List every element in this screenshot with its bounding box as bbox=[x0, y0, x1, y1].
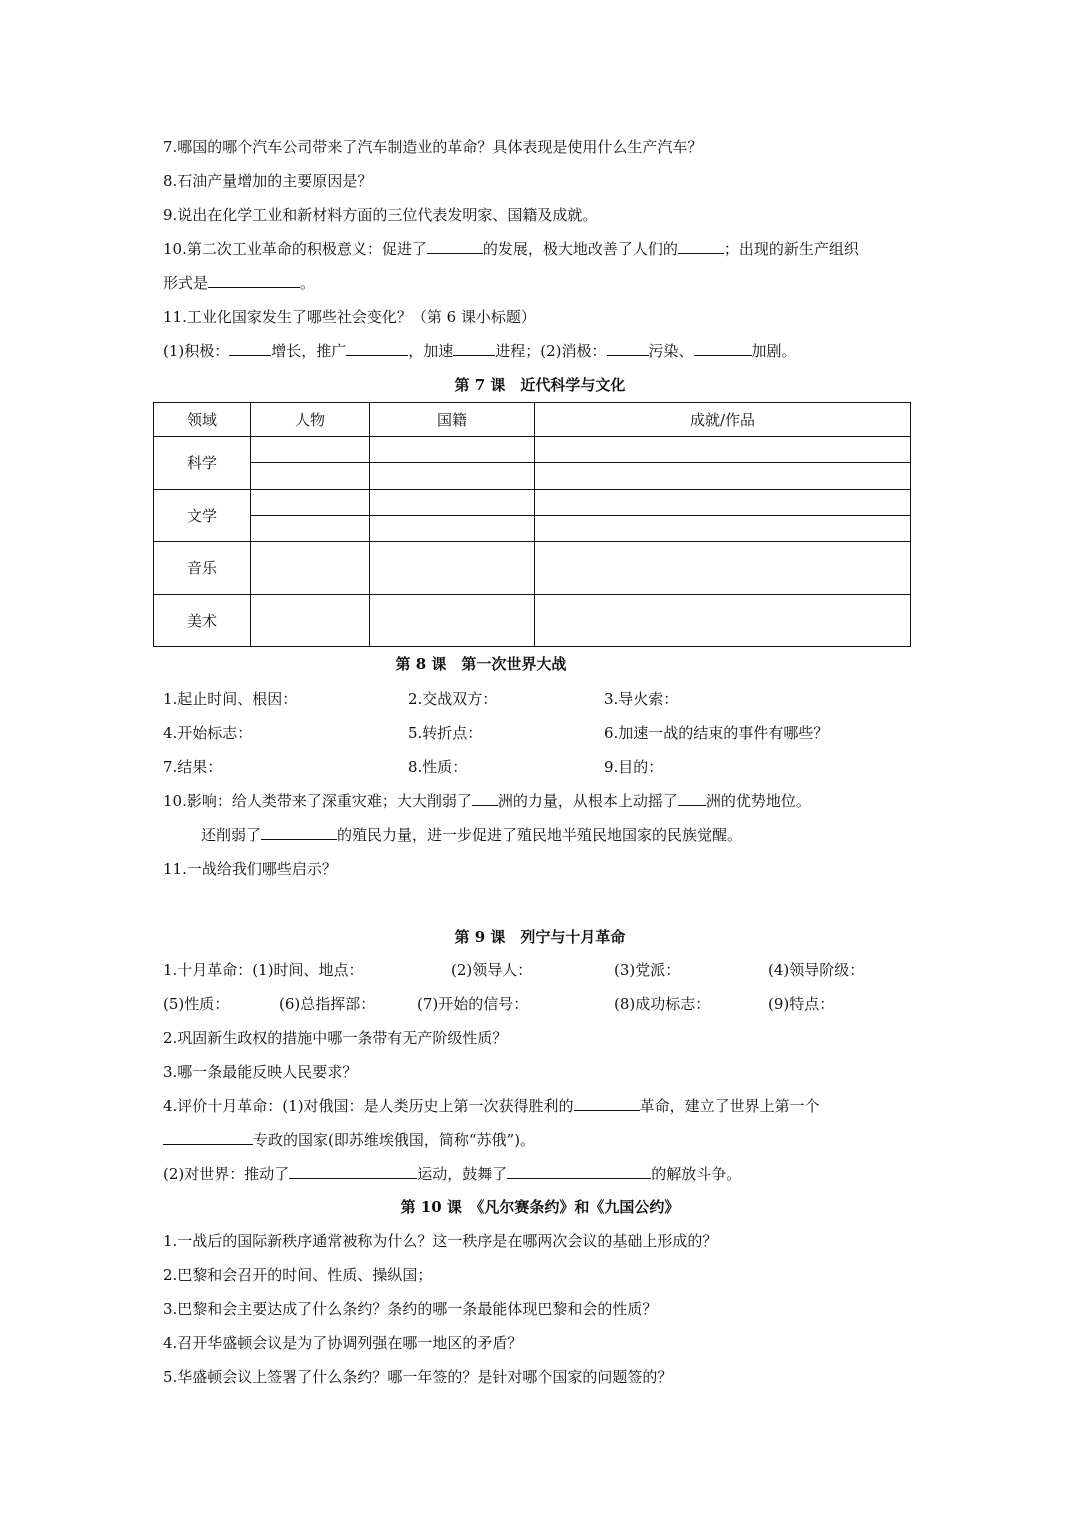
l6-question-8: 8.石油产量增加的主要原因是？ bbox=[163, 172, 373, 190]
l8-q10-text-e: 的殖民力量，进一步促进了殖民地半殖民地国家的民族觉醒。 bbox=[337, 826, 743, 844]
l9-r1-item: (2)领导人： bbox=[451, 961, 533, 979]
table-cell[interactable] bbox=[535, 437, 911, 463]
l8-q3: 3.导火索： bbox=[604, 690, 679, 708]
table-cell[interactable] bbox=[535, 463, 911, 489]
l9-q4-text-b: 革命，建立了世界上第一个 bbox=[639, 1097, 820, 1115]
l6-q11b-text-b: 增长，推广 bbox=[271, 342, 347, 360]
table-cell[interactable] bbox=[251, 515, 370, 541]
table-cell[interactable] bbox=[535, 594, 911, 647]
l6-question-10-cont bbox=[163, 273, 315, 293]
l9-r1-item: 1.十月革命：(1)时间、地点： bbox=[163, 961, 364, 979]
l6-q10-text-a: 10.第二次工业革命的积极意义：促进了 bbox=[163, 240, 427, 258]
l8-question-11: 11.一战给我们哪些启示？ bbox=[163, 860, 337, 878]
answer-blank[interactable] bbox=[453, 341, 495, 356]
l10-question-4: 4.召开华盛顿会议是为了协调列强在哪一地区的矛盾？ bbox=[163, 1334, 523, 1352]
col-header-nationality: 国籍 bbox=[370, 403, 535, 437]
l6-q11b-text-a: (1)积极： bbox=[163, 342, 230, 360]
l8-q9: 9.目的： bbox=[604, 758, 664, 776]
lesson-10-title: 第 10 课 《凡尔赛条约》和《九国公约》 bbox=[400, 1198, 680, 1216]
answer-blank[interactable] bbox=[472, 791, 498, 806]
table-cell[interactable] bbox=[370, 594, 535, 647]
l6-q10-text-e: 。 bbox=[300, 274, 316, 292]
table-cell[interactable] bbox=[370, 489, 535, 515]
l9-q4-text-a: 4.评价十月革命：(1)对俄国：是人类历史上第一次获得胜利的 bbox=[163, 1097, 574, 1115]
l8-q4: 4.开始标志： bbox=[163, 724, 253, 742]
answer-blank[interactable] bbox=[678, 791, 706, 806]
table-cell[interactable] bbox=[535, 489, 911, 515]
lesson-8-title: 第 8 课 第一次世界大战 bbox=[395, 655, 567, 673]
col-header-person: 人物 bbox=[251, 403, 370, 437]
l9-r2-item: (5)性质： bbox=[163, 995, 230, 1013]
l6-q11b-text-c: ，加速 bbox=[408, 342, 454, 360]
answer-blank[interactable] bbox=[694, 341, 752, 356]
l10-question-5: 5.华盛顿会议上签署了什么条约？哪一年签的？是针对哪个国家的问题签的？ bbox=[163, 1368, 673, 1386]
l8-q8: 8.性质： bbox=[408, 758, 468, 776]
l8-q10-text-b: 洲的力量，从根本上动摇了 bbox=[497, 792, 678, 810]
table-cell[interactable] bbox=[370, 515, 535, 541]
l8-q10-text-d: 还削弱了 bbox=[201, 826, 262, 844]
row-label-literature: 文学 bbox=[154, 489, 251, 542]
l6-question-11-blanks bbox=[163, 341, 797, 361]
answer-blank[interactable] bbox=[427, 239, 483, 254]
table-cell[interactable] bbox=[251, 437, 370, 463]
l6-q11b-text-e: 污染、 bbox=[648, 342, 694, 360]
answer-blank[interactable] bbox=[229, 341, 271, 356]
l9-question-4 bbox=[163, 1096, 820, 1116]
l8-q5: 5.转折点： bbox=[408, 724, 483, 742]
l9-q4-text-e: 运动，鼓舞了 bbox=[417, 1165, 508, 1183]
l10-question-3: 3.巴黎和会主要达成了什么条约？条约的哪一条最能体现巴黎和会的性质？ bbox=[163, 1300, 658, 1318]
table-cell[interactable] bbox=[251, 489, 370, 515]
l8-question-10-cont bbox=[201, 825, 742, 845]
answer-blank[interactable] bbox=[678, 239, 724, 254]
answer-blank[interactable] bbox=[574, 1096, 640, 1111]
l9-q4-text-f: 的解放斗争。 bbox=[651, 1165, 742, 1183]
l9-r2-item: (7)开始的信号： bbox=[417, 995, 529, 1013]
answer-blank[interactable] bbox=[261, 825, 337, 840]
l9-question-4-world bbox=[163, 1164, 741, 1184]
answer-blank[interactable] bbox=[289, 1164, 417, 1179]
l9-r2-item: (8)成功标志： bbox=[614, 995, 711, 1013]
l6-q10-text-b: 的发展，极大地改善了人们的 bbox=[482, 240, 678, 258]
l9-question-3: 3.哪一条最能反映人民要求？ bbox=[163, 1063, 358, 1081]
lesson-7-table bbox=[153, 402, 911, 647]
l9-q4-text-d: (2)对世界：推动了 bbox=[163, 1165, 290, 1183]
col-header-field: 领域 bbox=[154, 403, 251, 437]
l9-r1-item: (4)领导阶级： bbox=[768, 961, 865, 979]
row-label-music: 音乐 bbox=[154, 542, 251, 595]
l8-q6: 6.加速一战的结束的事件有哪些？ bbox=[604, 724, 829, 742]
l8-question-10 bbox=[163, 791, 811, 811]
l6-q11b-text-d: 进程；(2)消极： bbox=[495, 342, 607, 360]
answer-blank[interactable] bbox=[163, 1130, 253, 1145]
l6-question-7: 7.哪国的哪个汽车公司带来了汽车制造业的革命？具体表现是使用什么生产汽车？ bbox=[163, 138, 703, 156]
l8-q10-text-a: 10.影响：给人类带来了深重灾难；大大削弱了 bbox=[163, 792, 472, 810]
l6-question-11: 11.工业化国家发生了哪些社会变化？（第 6 课小标题） bbox=[163, 308, 536, 326]
l9-q4-text-c: 专政的国家(即苏维埃俄国，简称“苏俄”)。 bbox=[253, 1131, 536, 1149]
table-cell[interactable] bbox=[535, 542, 911, 595]
table-cell[interactable] bbox=[251, 594, 370, 647]
l6-q11b-text-f: 加剧。 bbox=[751, 342, 797, 360]
lesson-7-title: 第 7 课 近代科学与文化 bbox=[454, 376, 626, 394]
table-cell[interactable] bbox=[370, 463, 535, 489]
l8-q2: 2.交战双方： bbox=[408, 690, 498, 708]
answer-blank[interactable] bbox=[208, 273, 300, 288]
table-cell[interactable] bbox=[370, 542, 535, 595]
answer-blank[interactable] bbox=[346, 341, 408, 356]
l8-q1: 1.起止时间、根因： bbox=[163, 690, 298, 708]
l9-r2-item: (6)总指挥部： bbox=[279, 995, 376, 1013]
l9-r1-item: (3)党派： bbox=[614, 961, 681, 979]
l6-q10-text-d: 形式是 bbox=[163, 274, 209, 292]
row-label-science: 科学 bbox=[154, 437, 251, 490]
l9-r2-item: (9)特点： bbox=[768, 995, 835, 1013]
table-cell[interactable] bbox=[251, 542, 370, 595]
answer-blank[interactable] bbox=[507, 1164, 651, 1179]
table-cell[interactable] bbox=[535, 515, 911, 541]
col-header-works: 成就/作品 bbox=[535, 403, 911, 437]
l10-question-1: 1.一战后的国际新秩序通常被称为什么？这一秩序是在哪两次会议的基础上形成的？ bbox=[163, 1232, 718, 1250]
row-label-art: 美术 bbox=[154, 594, 251, 647]
l9-question-2: 2.巩固新生政权的措施中哪一条带有无产阶级性质？ bbox=[163, 1029, 508, 1047]
table-cell[interactable] bbox=[370, 437, 535, 463]
l6-question-9: 9.说出在化学工业和新材料方面的三位代表发明家、国籍及成就。 bbox=[163, 206, 598, 224]
l8-q10-text-c: 洲的优势地位。 bbox=[705, 792, 811, 810]
l10-question-2: 2.巴黎和会召开的时间、性质、操纵国； bbox=[163, 1266, 433, 1284]
l6-q10-text-c: ；出现的新生产组织 bbox=[723, 240, 859, 258]
l6-question-10 bbox=[163, 239, 859, 259]
lesson-9-title: 第 9 课 列宁与十月革命 bbox=[454, 928, 626, 946]
table-cell[interactable] bbox=[251, 463, 370, 489]
l9-question-4-cont bbox=[163, 1130, 535, 1150]
l8-q7: 7.结果： bbox=[163, 758, 223, 776]
answer-blank[interactable] bbox=[607, 341, 649, 356]
